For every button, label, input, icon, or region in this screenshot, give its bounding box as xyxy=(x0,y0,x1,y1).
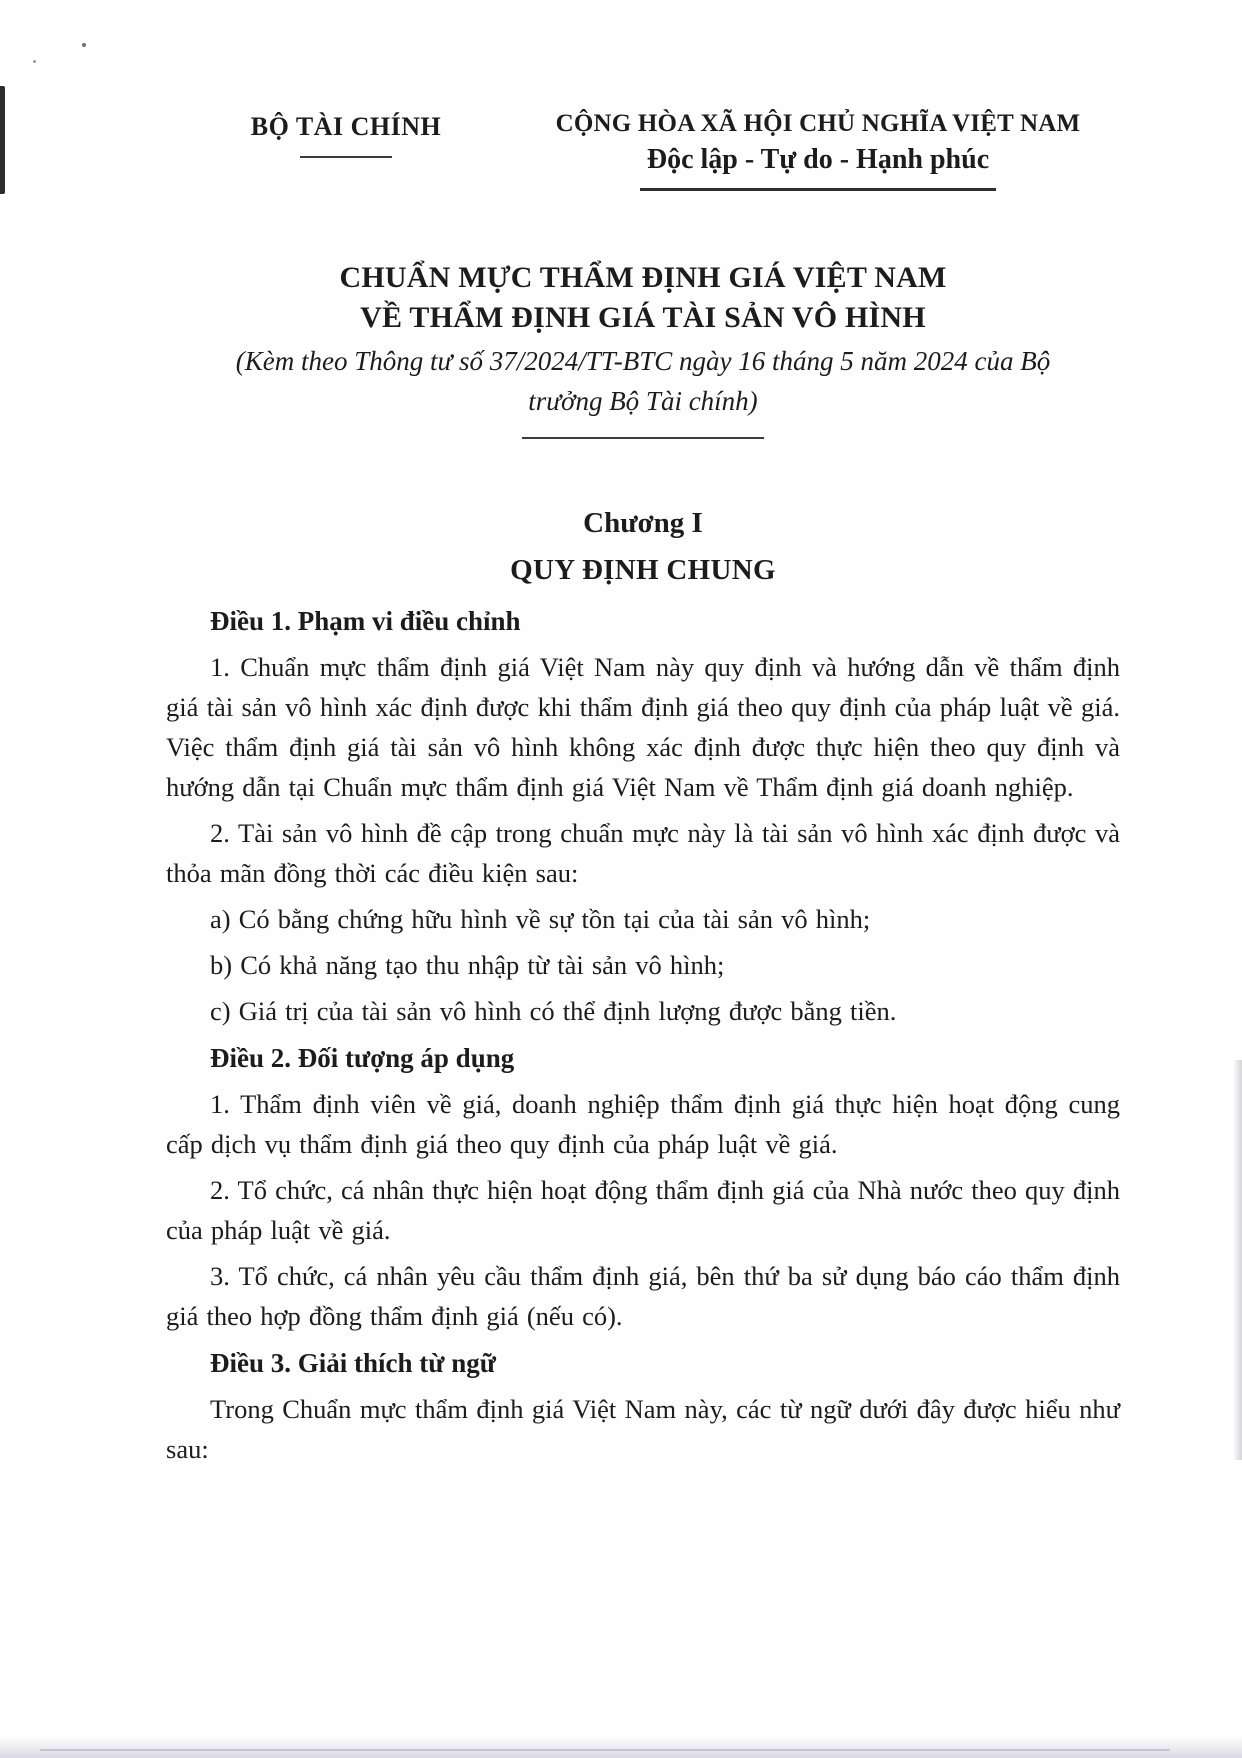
article-2-heading: Điều 2. Đối tượng áp dụng xyxy=(210,1043,515,1073)
document-title-block xyxy=(166,258,1120,439)
attachment-note-line2: trưởng Bộ Tài chính) xyxy=(528,386,758,416)
issuing-agency-underline xyxy=(300,156,392,158)
issuing-agency-block xyxy=(238,112,454,158)
title-underline xyxy=(522,437,764,439)
attachment-note-line1: (Kèm theo Thông tư số 37/2024/TT-BTC ngày 16 tháng 5 năm 2024 của Bộ xyxy=(235,346,1051,376)
chapter-label: Chương I xyxy=(583,507,703,539)
document-body xyxy=(166,594,1120,1475)
article-2-paragraph: 2. Tổ chức, cá nhân thực hiện hoạt động thẩm định giá của Nhà nước theo quy định của pháp luật về giá. xyxy=(166,1175,1121,1245)
scan-artifact-dot xyxy=(33,60,36,63)
scan-artifact-bottom-band xyxy=(0,1736,1242,1758)
national-motto-block xyxy=(536,110,1100,191)
national-title: CỘNG HÒA XÃ HỘI CHỦ NGHĨA VIỆT NAM xyxy=(555,110,1081,137)
article-2-paragraph: 1. Thẩm định viên về giá, doanh nghiệp thẩm định giá thực hiện hoạt động cung cấp dịch vụ thẩm định giá theo quy định của pháp luật về giá. xyxy=(166,1089,1120,1159)
article-3-heading: Điều 3. Giải thích từ ngữ xyxy=(210,1348,496,1378)
scan-artifact-right-shadow xyxy=(1233,1060,1242,1460)
document-title-line2: VỀ THẨM ĐỊNH GIÁ TÀI SẢN VÔ HÌNH xyxy=(360,301,926,334)
issuing-agency-name: BỘ TÀI CHÍNH xyxy=(250,112,442,141)
article-3-paragraph: Trong Chuẩn mực thẩm định giá Việt Nam này, các từ ngữ dưới đây được hiểu như sau: xyxy=(166,1394,1120,1464)
scan-artifact-dot xyxy=(82,43,86,47)
article-1-item-a: a) Có bằng chứng hữu hình về sự tồn tại của tài sản vô hình; xyxy=(210,904,871,934)
national-motto-underline xyxy=(640,188,996,191)
article-2-paragraph: 3. Tổ chức, cá nhân yêu cầu thẩm định giá, bên thứ ba sử dụng báo cáo thẩm định giá theo hợp đồng thẩm định giá (nếu có). xyxy=(166,1261,1120,1331)
article-1-item-b: b) Có khả năng tạo thu nhập từ tài sản vô hình; xyxy=(210,950,725,980)
national-motto: Độc lập - Tự do - Hạnh phúc xyxy=(646,144,990,175)
document-title-line1: CHUẨN MỰC THẨM ĐỊNH GIÁ VIỆT NAM xyxy=(339,261,947,294)
article-1-paragraph: 2. Tài sản vô hình đề cập trong chuẩn mực này là tài sản vô hình xác định được và thỏa mãn đồng thời các điều kiện sau: xyxy=(166,818,1120,888)
article-1-paragraph: 1. Chuẩn mực thẩm định giá Việt Nam này quy định và hướng dẫn về thẩm định giá tài sản vô hình xác định được khi thẩm định giá theo quy định của pháp luật về giá. Việc thẩm định giá tài sản vô hình không xác định được thực hiện theo quy định và hướng dẫn tại Chuẩn mực thẩm định giá Việt Nam về Thẩm định giá doanh nghiệp. xyxy=(166,652,1120,802)
scan-artifact-left-edge-mark xyxy=(0,86,5,194)
article-1-item-c: c) Giá trị của tài sản vô hình có thể định lượng được bằng tiền. xyxy=(210,996,897,1026)
chapter-heading-block xyxy=(166,504,1120,589)
scan-artifact-bottom-line xyxy=(40,1749,1170,1751)
chapter-title: QUY ĐỊNH CHUNG xyxy=(510,554,776,586)
article-1-heading: Điều 1. Phạm vi điều chỉnh xyxy=(210,606,521,636)
